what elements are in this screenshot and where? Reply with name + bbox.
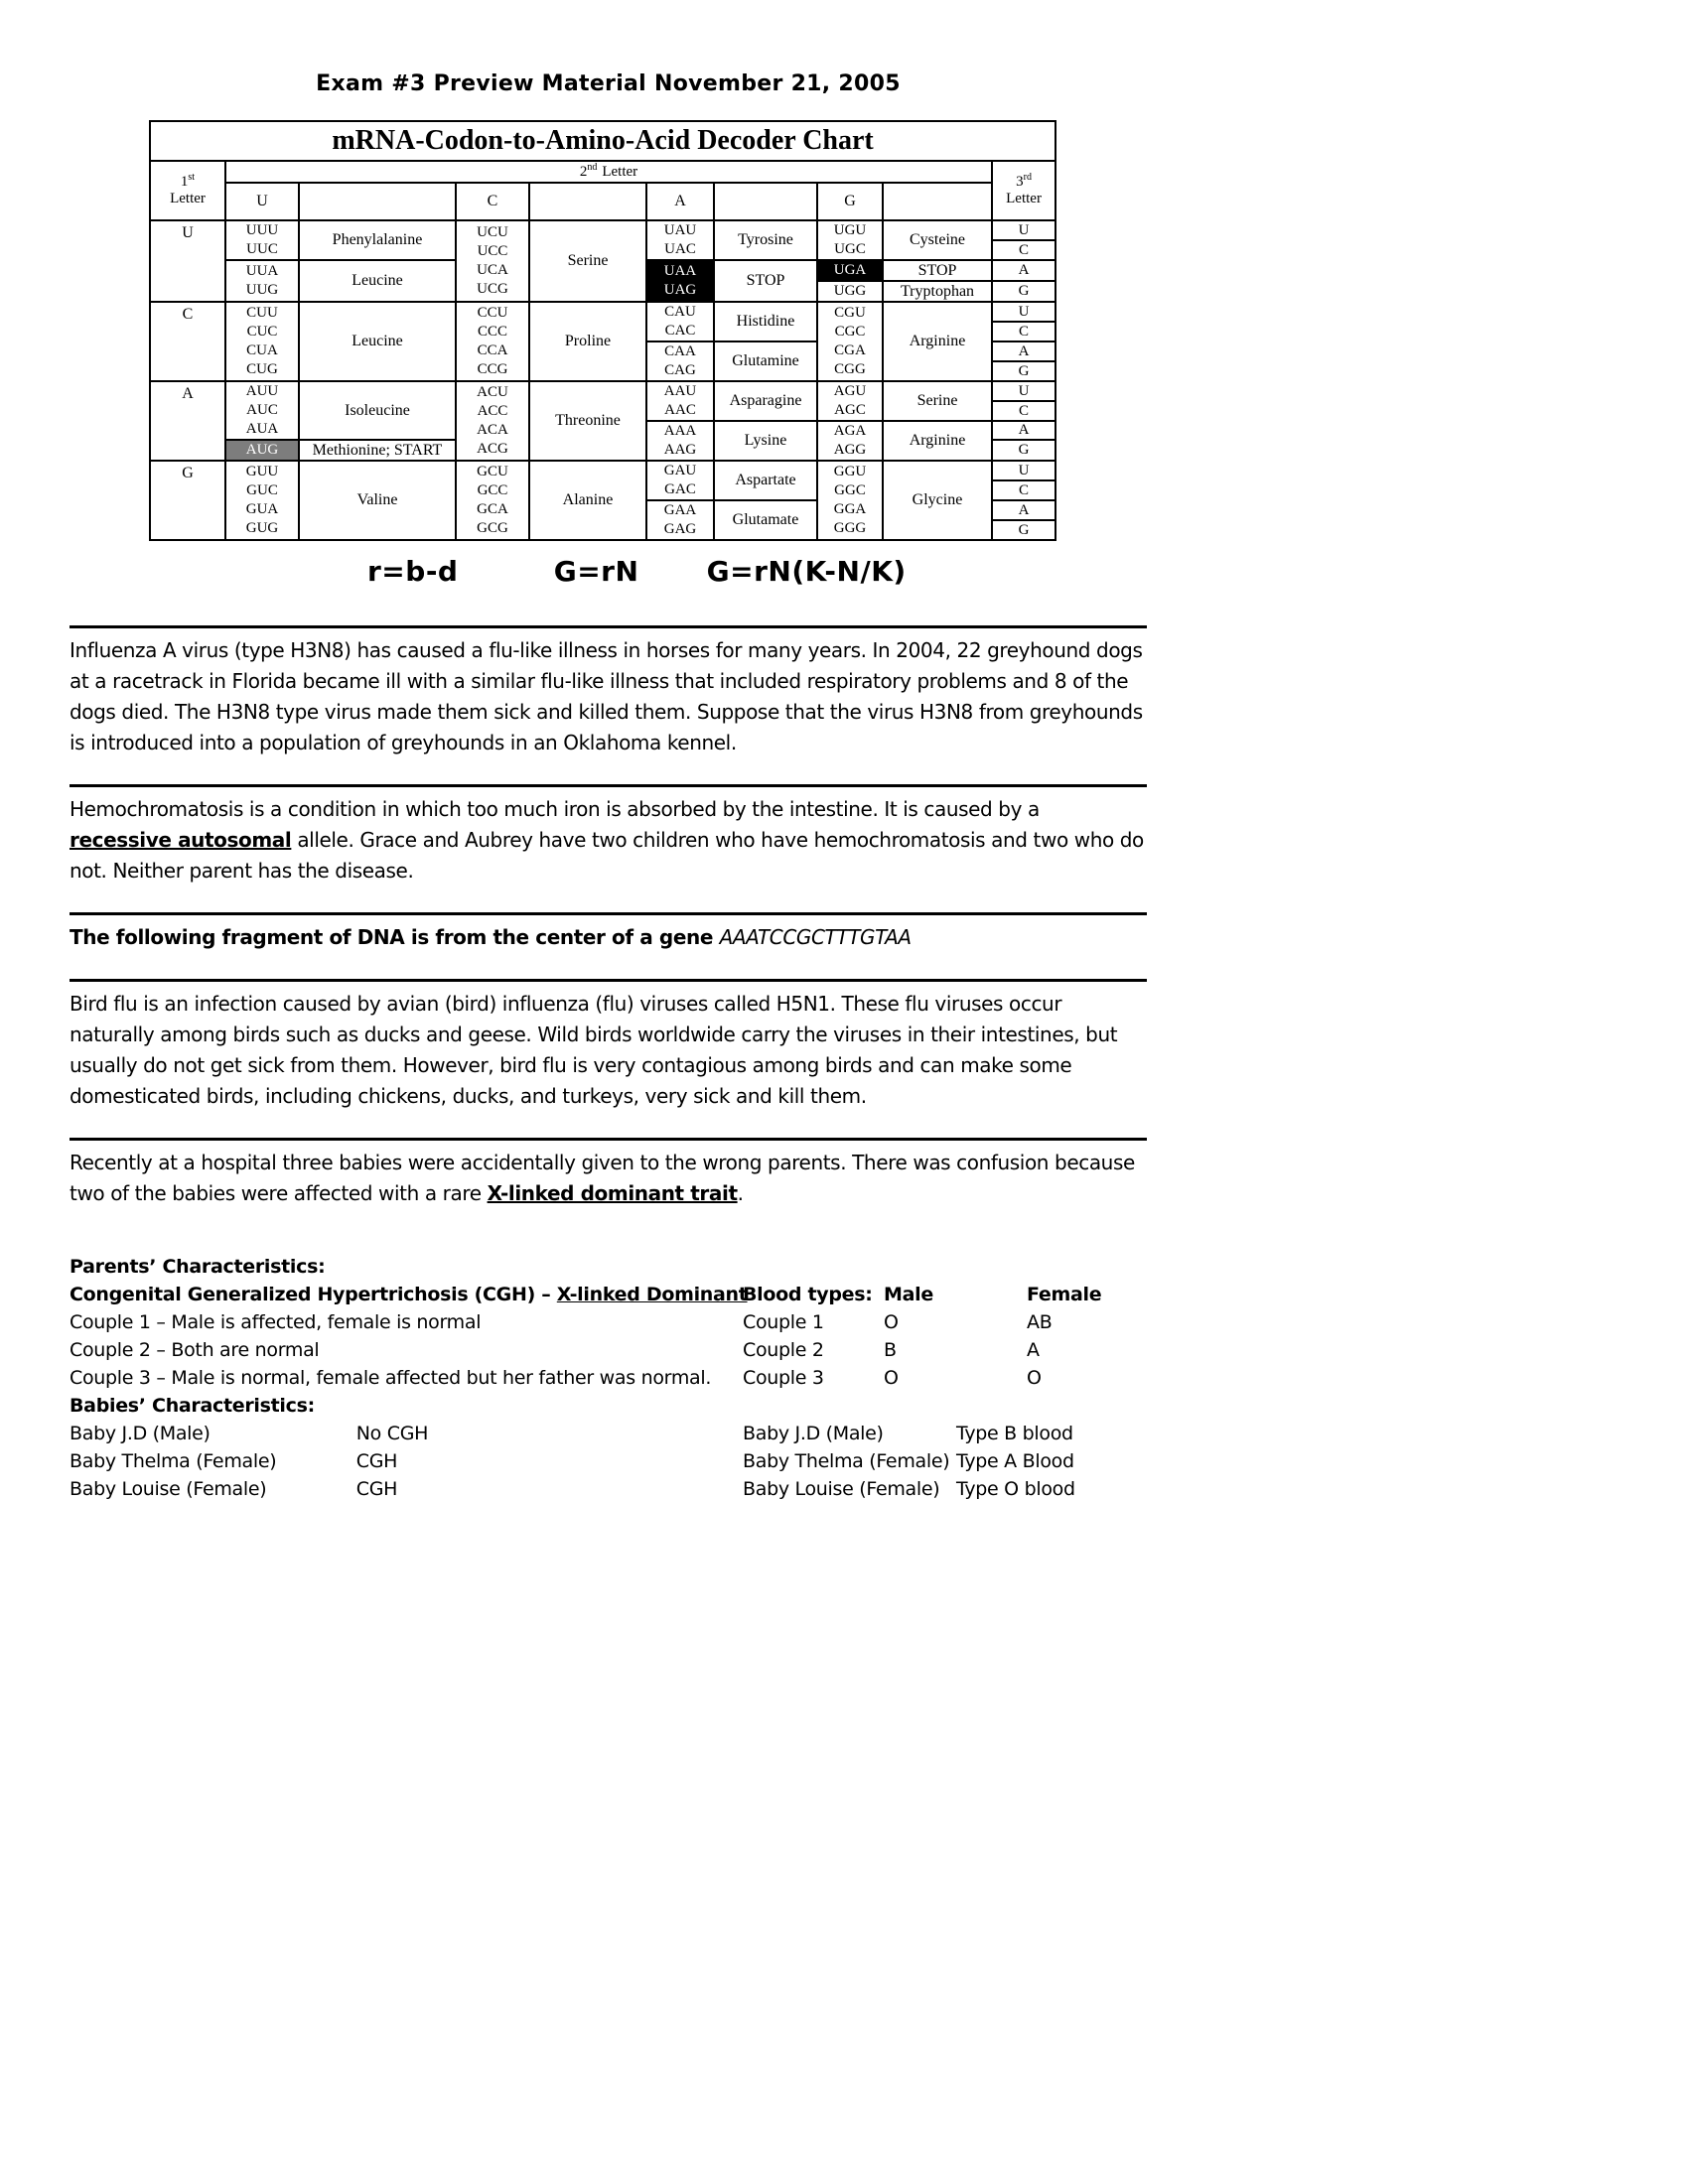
codon: UCG [477,281,508,297]
amino-acid-cell: Glutamine [714,341,817,381]
formulas-row [367,555,1147,588]
codon: UCU [477,224,508,240]
amino-acid-cell: Tryptophan [883,281,992,302]
baby-thelma-row [70,1447,1147,1475]
codon: CGA [834,342,866,358]
couple-1-female-blood: AB [1027,1311,1053,1333]
codon: GGC [834,482,866,498]
header-spacer-cell [714,183,817,220]
codon: ACU [477,384,508,400]
codon: AGG [833,442,867,458]
amino-acid-cell: Serine [529,220,646,302]
amino-acid-cell: Lysine [714,421,817,461]
codon: AAU [663,383,697,399]
codon: GUG [245,520,279,536]
female-column-header: Female [1027,1284,1102,1305]
parents-heading: Parents’ Characteristics: [70,1256,326,1278]
hemo-text-pre: Hemochromatosis is a condition in which too much iron is absorbed by the intestine. It is caused by a [70,797,1040,821]
codon: UUU [245,222,279,238]
dna-fragment-line [70,922,1147,953]
codon: UAG [663,282,697,298]
formula-r-equals: r=b-d [367,555,459,588]
baby-jd-blood-type: Type B blood [956,1423,1073,1444]
codon: CUC [246,324,278,340]
col-header-u: U [225,183,299,220]
codon: CAU [664,304,696,320]
babies-heading-row [70,1392,1147,1420]
codon: CCA [477,342,508,358]
dna-sequence: AAATCCGCTTTGTAA [719,925,912,949]
codon: GAC [664,481,696,497]
amino-acid-cell: Alanine [529,461,646,540]
codon-decoder-table [149,120,1056,541]
codon-cell [646,220,714,260]
col-header-g: G [817,183,883,220]
codon-cell [646,500,714,540]
amino-acid-cell: STOP [714,260,817,302]
baby-jd-name-blood: Baby J.D (Male) [743,1423,884,1444]
baby-jd-name: Baby J.D (Male) [70,1423,211,1444]
amino-acid-cell: Proline [529,302,646,381]
codon: AAG [663,442,697,458]
codon: AUA [245,421,279,437]
section-dna-fragment [70,912,1147,953]
couple-3-female-blood: O [1027,1367,1042,1389]
third-letter-cell: C [992,240,1055,260]
babies-text-pre: Recently at a hospital three babies were accidentally given to the wrong parents. There was confusion because two of the babies were affected with a rare [70,1151,1135,1205]
third-letter-cell: U [992,381,1055,401]
codon: GCC [477,482,508,498]
amino-acid-cell: Histidine [714,302,817,341]
codon-cell [225,220,299,260]
codon: GAU [663,463,697,478]
codon-cell [456,302,529,381]
codon: CCU [477,305,508,321]
codon: GCG [477,520,508,536]
amino-acid-cell: Cysteine [883,220,992,260]
codon: UUA [245,263,279,279]
codon-cell [817,421,883,461]
codon-cell [817,381,883,421]
amino-acid-cell: Isoleucine [299,381,456,440]
codon: GGA [833,501,867,517]
codon: UCA [477,262,508,278]
codon: CAC [664,323,696,339]
cgh-label: Congenital Generalized Hypertrichosis (CGH) – [70,1284,557,1305]
couple-1-description: Couple 1 – Male is affected, female is normal [70,1311,482,1333]
section-babies [70,1138,1147,1209]
second-letter-header: 2nd Letter [225,161,992,183]
header-spacer-cell [299,183,456,220]
baby-jd-cgh-status: No CGH [355,1423,429,1444]
codon-cell [646,461,714,500]
codon: GUU [245,464,279,479]
couple-1-male-blood: O [884,1311,899,1333]
codon: CGU [834,305,866,321]
dna-fragment-label: The following fragment of DNA is from the center of a gene [70,925,720,949]
codon: AUG [245,442,279,458]
codon: GCU [477,464,508,479]
cgh-trait-line [70,1281,748,1308]
stop-codon-cell-uga [817,260,883,281]
start-codon-cell-aug [225,440,299,461]
third-letter-cell: G [992,440,1055,461]
babies-text-post: . [737,1181,744,1205]
amino-acid-cell: Methionine; START [299,440,456,461]
baby-jd-row [70,1420,1147,1447]
stop-codon-cell-uaa-uag [646,260,714,302]
codon: GAG [663,521,697,537]
couple-2-row [70,1336,1147,1364]
codon: AGC [834,402,866,418]
codon-cell [817,281,883,302]
codon-cell [456,461,529,540]
third-letter-word: Letter [1006,191,1042,206]
col-header-c: C [456,183,529,220]
third-letter-header [992,161,1055,220]
amino-acid-cell: Threonine [529,381,646,461]
amino-acid-cell: Aspartate [714,461,817,500]
couple-3-description: Couple 3 – Male is normal, female affected but her father was normal. [70,1367,712,1389]
amino-acid-cell: Serine [883,381,992,421]
couple-1-row [70,1308,1147,1336]
codon: UAA [663,263,697,279]
baby-louise-name-blood: Baby Louise (Female) [743,1478,940,1500]
couple-3-label: Couple 3 [743,1367,824,1389]
amino-acid-cell: Glycine [883,461,992,540]
amino-acid-cell: Arginine [883,302,992,381]
hemo-text-post: allele. Grace and Aubrey have two children who have hemochromatosis and two who do not. Neither parent has the disease. [70,828,1144,883]
codon: ACC [477,403,508,419]
couple-2-label: Couple 2 [743,1339,824,1361]
codon: UUG [245,282,279,298]
amino-acid-cell: Tyrosine [714,220,817,260]
couple-3-row [70,1364,1147,1392]
codon: GCA [477,501,508,517]
first-letter-ordinal: 1st [180,172,196,190]
baby-thelma-blood-type: Type A Blood [956,1450,1074,1472]
amino-acid-cell: Leucine [299,302,456,381]
codon: CUU [246,305,278,321]
codon: AUU [245,383,279,399]
baby-thelma-name-blood: Baby Thelma (Female) [743,1450,950,1472]
codon: AUC [246,402,278,418]
third-letter-ordinal: 3rd [1016,172,1032,190]
codon: UAC [664,241,696,257]
codon: CGG [834,361,866,377]
baby-louise-name: Baby Louise (Female) [70,1478,267,1500]
section-hemochromatosis [70,784,1147,887]
codon: CCC [477,324,507,340]
recessive-autosomal-emphasis: recessive autosomal [70,828,292,852]
codon: AGA [833,423,867,439]
third-letter-cell: A [992,260,1055,281]
amino-acid-cell: Arginine [883,421,992,461]
third-letter-cell: C [992,401,1055,421]
codon: CGC [834,324,866,340]
codon-cell [817,461,883,540]
male-column-header: Male [884,1284,933,1305]
codon: GGG [833,520,867,536]
codon: GGU [833,464,867,479]
baby-louise-cgh-status: CGH [355,1478,398,1500]
amino-acid-cell: Leucine [299,260,456,302]
blood-types-label: Blood types: [743,1284,873,1305]
codon-cell [225,302,299,381]
codon-cell [646,381,714,421]
third-letter-cell: U [992,461,1055,480]
baby-louise-blood-type: Type O blood [956,1478,1075,1500]
amino-acid-cell: STOP [883,260,992,281]
third-letter-cell: A [992,500,1055,520]
codon: AAC [664,402,696,418]
codon: UGA [833,262,867,278]
first-letter-cell: G [150,461,225,540]
bird-flu-paragraph: Bird flu is an infection caused by avian (bird) influenza (flu) viruses called H5N1. These flu viruses occur naturally among birds such as ducks and geese. Wild birds worldwide carry the viruses in their intestines, but usually do not get sick from them. However, bird flu is very contagious among birds and can make some domesticated birds, including chickens, ducks, and turkeys, very sick and kill them. [70,992,1118,1108]
codon: CCG [477,361,508,377]
codon-cell [817,220,883,260]
formula-g-rn: G=rN [553,555,639,588]
baby-thelma-name: Baby Thelma (Female) [70,1450,277,1472]
codon: GUA [245,501,279,517]
document-content [70,0,1147,1503]
header-spacer-cell [883,183,992,220]
table-title: mRNA-Codon-to-Amino-Acid Decoder Chart [150,121,1055,161]
codon: UGU [833,222,867,238]
codon-cell [456,220,529,302]
amino-acid-cell: Valine [299,461,456,540]
x-linked-dominant-label: X-linked Dominant [556,1284,748,1305]
x-linked-dominant-emphasis: X-linked dominant trait [487,1181,738,1205]
codon: UUC [246,241,278,257]
header-spacer-cell [529,183,646,220]
third-letter-cell: G [992,361,1055,381]
cgh-blood-header-row [70,1281,1147,1308]
third-letter-cell: G [992,520,1055,540]
third-letter-cell: A [992,421,1055,440]
codon: GAA [663,502,697,518]
codon-cell [646,341,714,381]
hemochromatosis-paragraph [70,794,1147,887]
codon: AAA [663,423,697,439]
babies-heading: Babies’ Characteristics: [70,1395,315,1417]
codon-cell [646,421,714,461]
section-influenza [70,625,1147,758]
codon: GUC [246,482,278,498]
codon-cell [225,461,299,540]
codon: UGG [833,283,867,299]
formula-g-rn-k: G=rN(K-N/K) [706,555,907,588]
amino-acid-cell: Glutamate [714,500,817,540]
codon: UAU [663,222,697,238]
third-letter-cell: C [992,322,1055,341]
page-title: Exam #3 Preview Material November 21, 2005 [316,71,901,96]
codon: CAG [664,362,696,378]
codon: UCC [477,243,508,259]
codon: ACA [477,422,508,438]
codon-cell [225,260,299,302]
couple-2-male-blood: B [884,1339,897,1361]
codon: CUG [246,361,278,377]
codon: UGC [834,241,866,257]
first-letter-cell: C [150,302,225,381]
characteristics-block [70,1253,1147,1503]
col-header-a: A [646,183,714,220]
amino-acid-cell: Asparagine [714,381,817,421]
codon: AGU [833,383,867,399]
first-letter-cell: A [150,381,225,461]
baby-louise-row [70,1475,1147,1503]
third-letter-cell: U [992,302,1055,322]
third-letter-cell: G [992,281,1055,302]
babies-paragraph [70,1148,1147,1209]
couple-2-female-blood: A [1027,1339,1040,1361]
third-letter-cell: U [992,220,1055,240]
codon: CUA [246,342,278,358]
influenza-paragraph: Influenza A virus (type H3N8) has caused a flu-like illness in horses for many years. In 2004, 22 greyhound dogs at a racetrack in Florida became ill with a similar flu-like illness that included respiratory problems and 8 of the dogs died. The H3N8 type virus made them sick and killed them. Suppose that the virus H3N8 from greyhounds is introduced into a population of greyhounds in an Oklahoma kennel. [70,638,1143,754]
parents-heading-row [70,1253,1147,1281]
section-bird-flu [70,979,1147,1112]
codon-cell [646,302,714,341]
codon: ACG [477,441,508,457]
codon-cell [817,302,883,381]
baby-thelma-cgh-status: CGH [355,1450,398,1472]
couple-1-label: Couple 1 [743,1311,824,1333]
codon-cell [225,381,299,440]
first-letter-header [150,161,225,220]
third-letter-cell: C [992,480,1055,500]
first-letter-word: Letter [170,191,206,206]
codon: CAA [664,343,696,359]
amino-acid-cell: Phenylalanine [299,220,456,260]
third-letter-cell: A [992,341,1055,361]
first-letter-cell: U [150,220,225,302]
codon-cell [456,381,529,461]
couple-2-description: Couple 2 – Both are normal [70,1339,320,1361]
blood-types-header [743,1281,1147,1308]
couple-3-male-blood: O [884,1367,899,1389]
